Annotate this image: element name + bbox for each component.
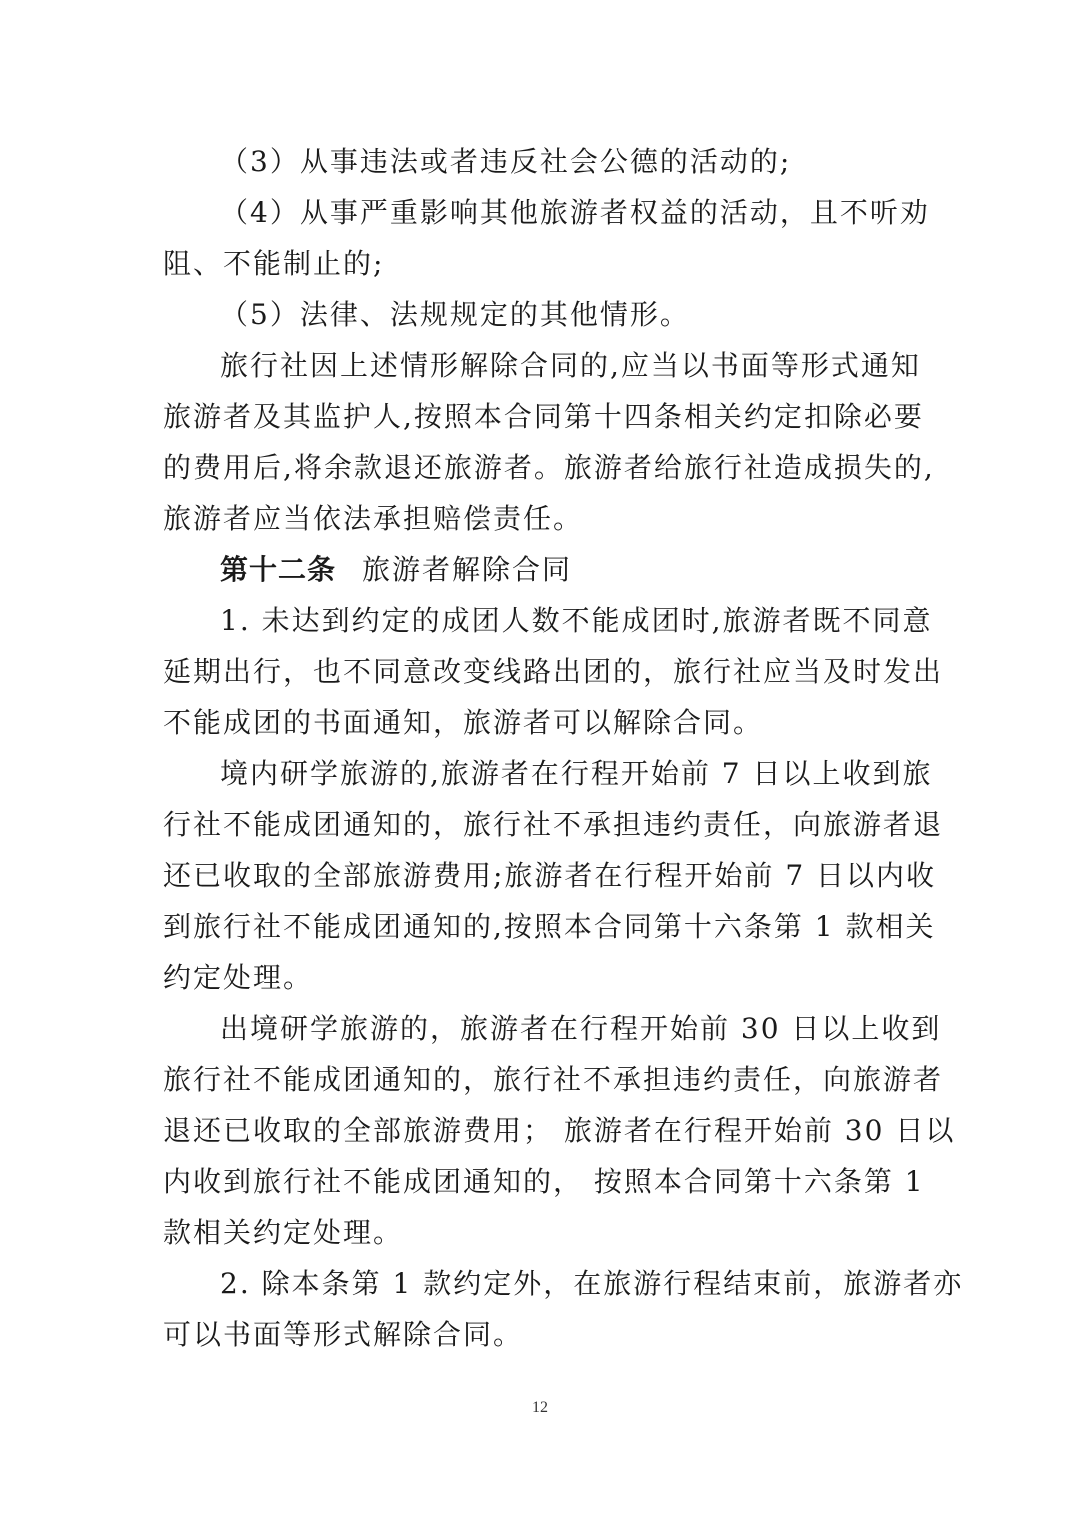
- clause-item-5: （5）法律、法规规定的其他情形。: [220, 298, 690, 331]
- clause-item-4-line-2: 阻、不能制止的;: [163, 247, 385, 280]
- paragraph-line: 旅行社不能成团通知的，旅行社不承担违约责任，向旅游者: [163, 1063, 944, 1096]
- paragraph-line: 延期出行，也不同意改变线路出团的，旅行社应当及时发出: [163, 655, 944, 688]
- paragraph-line: 旅行社因上述情形解除合同的,应当以书面等形式通知: [220, 349, 921, 382]
- paragraph-line: 旅游者及其监护人,按照本合同第十四条相关约定扣除必要: [163, 400, 924, 433]
- article-heading: [163, 544, 908, 595]
- page-number: 12: [532, 1399, 548, 1416]
- paragraph-line: 退还已收取的全部旅游费用； 旅游者在行程开始前 30 日以: [163, 1114, 956, 1147]
- paragraph-line: 到旅行社不能成团通知的,按照本合同第十六条第 1 款相关: [163, 910, 936, 943]
- paragraph-line: 旅游者应当依法承担赔偿责任。: [163, 502, 584, 535]
- paragraph-line: 的费用后,将余款退还旅游者。旅游者给旅行社造成损失的,: [163, 451, 935, 484]
- paragraph-line: 还已收取的全部旅游费用;旅游者在行程开始前 7 日以内收: [163, 859, 937, 892]
- article-number: 第十二条: [220, 553, 337, 586]
- clause-item-4-line-1: （4）从事严重影响其他旅游者权益的活动，且不听劝: [220, 196, 930, 229]
- paragraph-line: 境内研学旅游的,旅游者在行程开始前 7 日以上收到旅: [220, 757, 933, 790]
- document-body: [163, 136, 964, 1360]
- paragraph-line: 2. 除本条第 1 款约定外，在旅游行程结束前，旅游者亦: [220, 1267, 964, 1300]
- clause-item-3: （3）从事违法或者违反社会公德的活动的;: [220, 145, 792, 178]
- paragraph-line: 约定处理。: [163, 961, 314, 994]
- paragraph-line: 不能成团的书面通知，旅游者可以解除合同。: [163, 706, 764, 739]
- paragraph-line: 行社不能成团通知的，旅行社不承担违约责任，向旅游者退: [163, 808, 944, 841]
- paragraph-line: 可以书面等形式解除合同。: [163, 1318, 524, 1351]
- paragraph-line: 出境研学旅游的，旅游者在行程开始前 30 日以上收到: [220, 1012, 942, 1045]
- paragraph-line: 内收到旅行社不能成团通知的， 按照本合同第十六条第 1: [163, 1165, 925, 1198]
- article-title: 旅游者解除合同: [362, 553, 573, 586]
- paragraph-line: 1. 未达到约定的成团人数不能成团时,旅游者既不同意: [220, 604, 933, 637]
- paragraph-line: 款相关约定处理。: [163, 1216, 404, 1249]
